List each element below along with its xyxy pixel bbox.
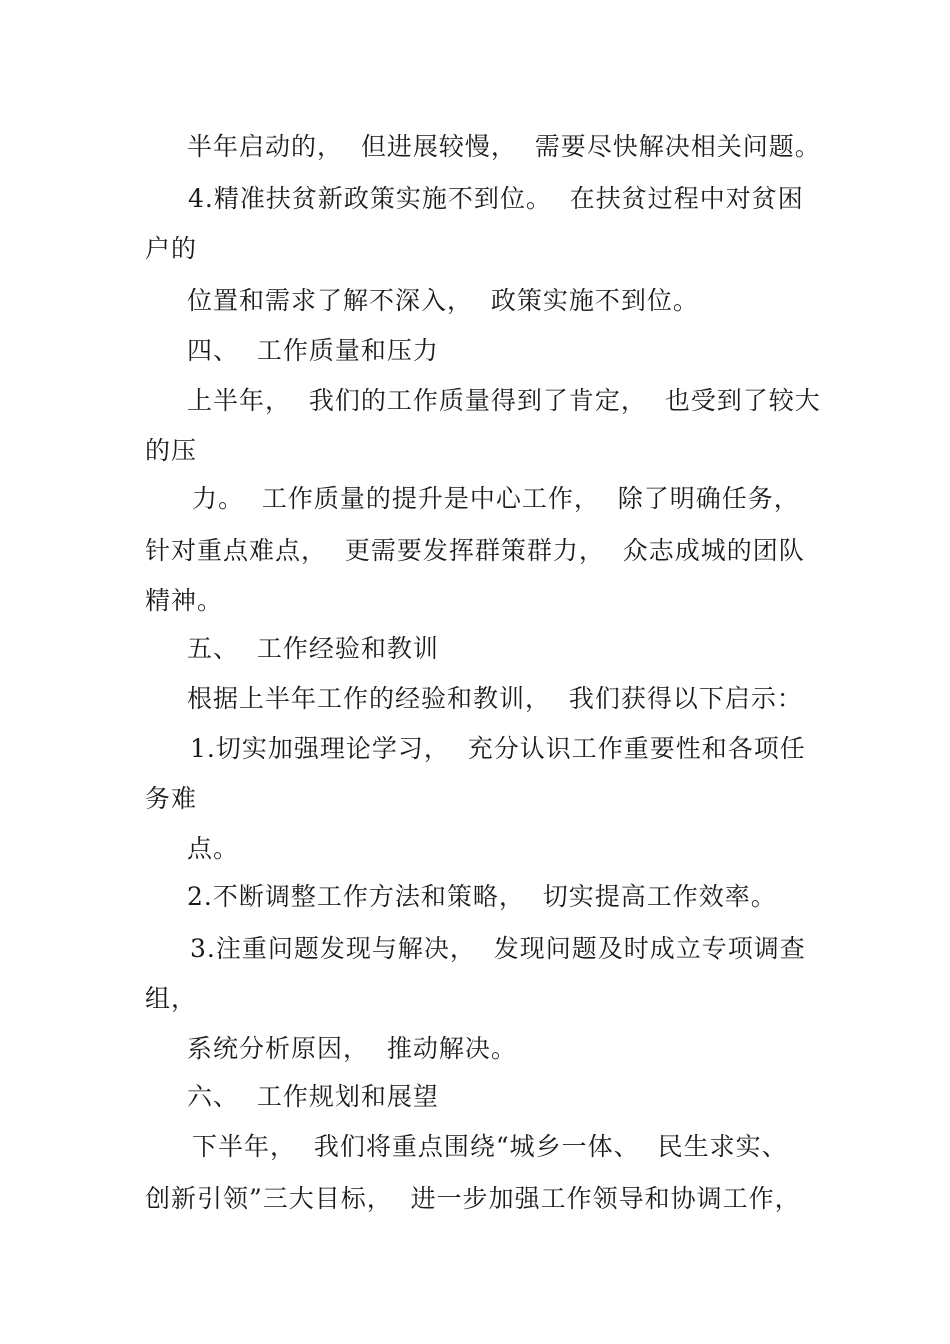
text-line: 的压 bbox=[145, 436, 198, 465]
text-line: 3.注重问题发现与解决， 发现问题及时成立专项调查 bbox=[190, 934, 806, 963]
text-line: 2.不断调整工作方法和策略， 切实提高工作效率。 bbox=[187, 882, 777, 911]
text-line: 系统分析原因， 推动解决。 bbox=[187, 1034, 517, 1063]
text-line: 上半年， 我们的工作质量得到了肯定， 也受到了较大 bbox=[187, 386, 821, 415]
text-line: 力。 工作质量的提升是中心工作， 除了明确任务， bbox=[192, 484, 800, 513]
text-line: 针对重点难点， 更需要发挥群策群力， 众志成城的团队 bbox=[145, 536, 805, 565]
text-line: 1.切实加强理论学习， 充分认识工作重要性和各项任 bbox=[190, 734, 806, 763]
text-line: 根据上半年工作的经验和教训， 我们获得以下启示： bbox=[187, 684, 803, 713]
text-line: 组， bbox=[145, 984, 198, 1013]
section-heading: 五、 工作经验和教训 bbox=[187, 634, 439, 663]
text-line: 户的 bbox=[145, 234, 198, 263]
text-line: 点。 bbox=[187, 834, 240, 863]
section-heading: 六、 工作规划和展望 bbox=[187, 1082, 439, 1111]
section-heading: 四、 工作质量和压力 bbox=[187, 336, 439, 365]
text-line: 精神。 bbox=[145, 586, 224, 615]
text-line: 半年启动的， 但进展较慢， 需要尽快解决相关问题。 bbox=[187, 132, 821, 161]
text-line: 下半年， 我们将重点围绕“城乡一体、 民生求实、 bbox=[192, 1132, 788, 1161]
text-line: 4.精准扶贫新政策实施不到位。 在扶贫过程中对贫困 bbox=[188, 184, 804, 213]
text-line: 创新引领”三大目标， 进一步加强工作领导和协调工作， bbox=[145, 1184, 801, 1213]
text-line: 务难 bbox=[145, 784, 198, 813]
text-line: 位置和需求了解不深入， 政策实施不到位。 bbox=[187, 286, 699, 315]
